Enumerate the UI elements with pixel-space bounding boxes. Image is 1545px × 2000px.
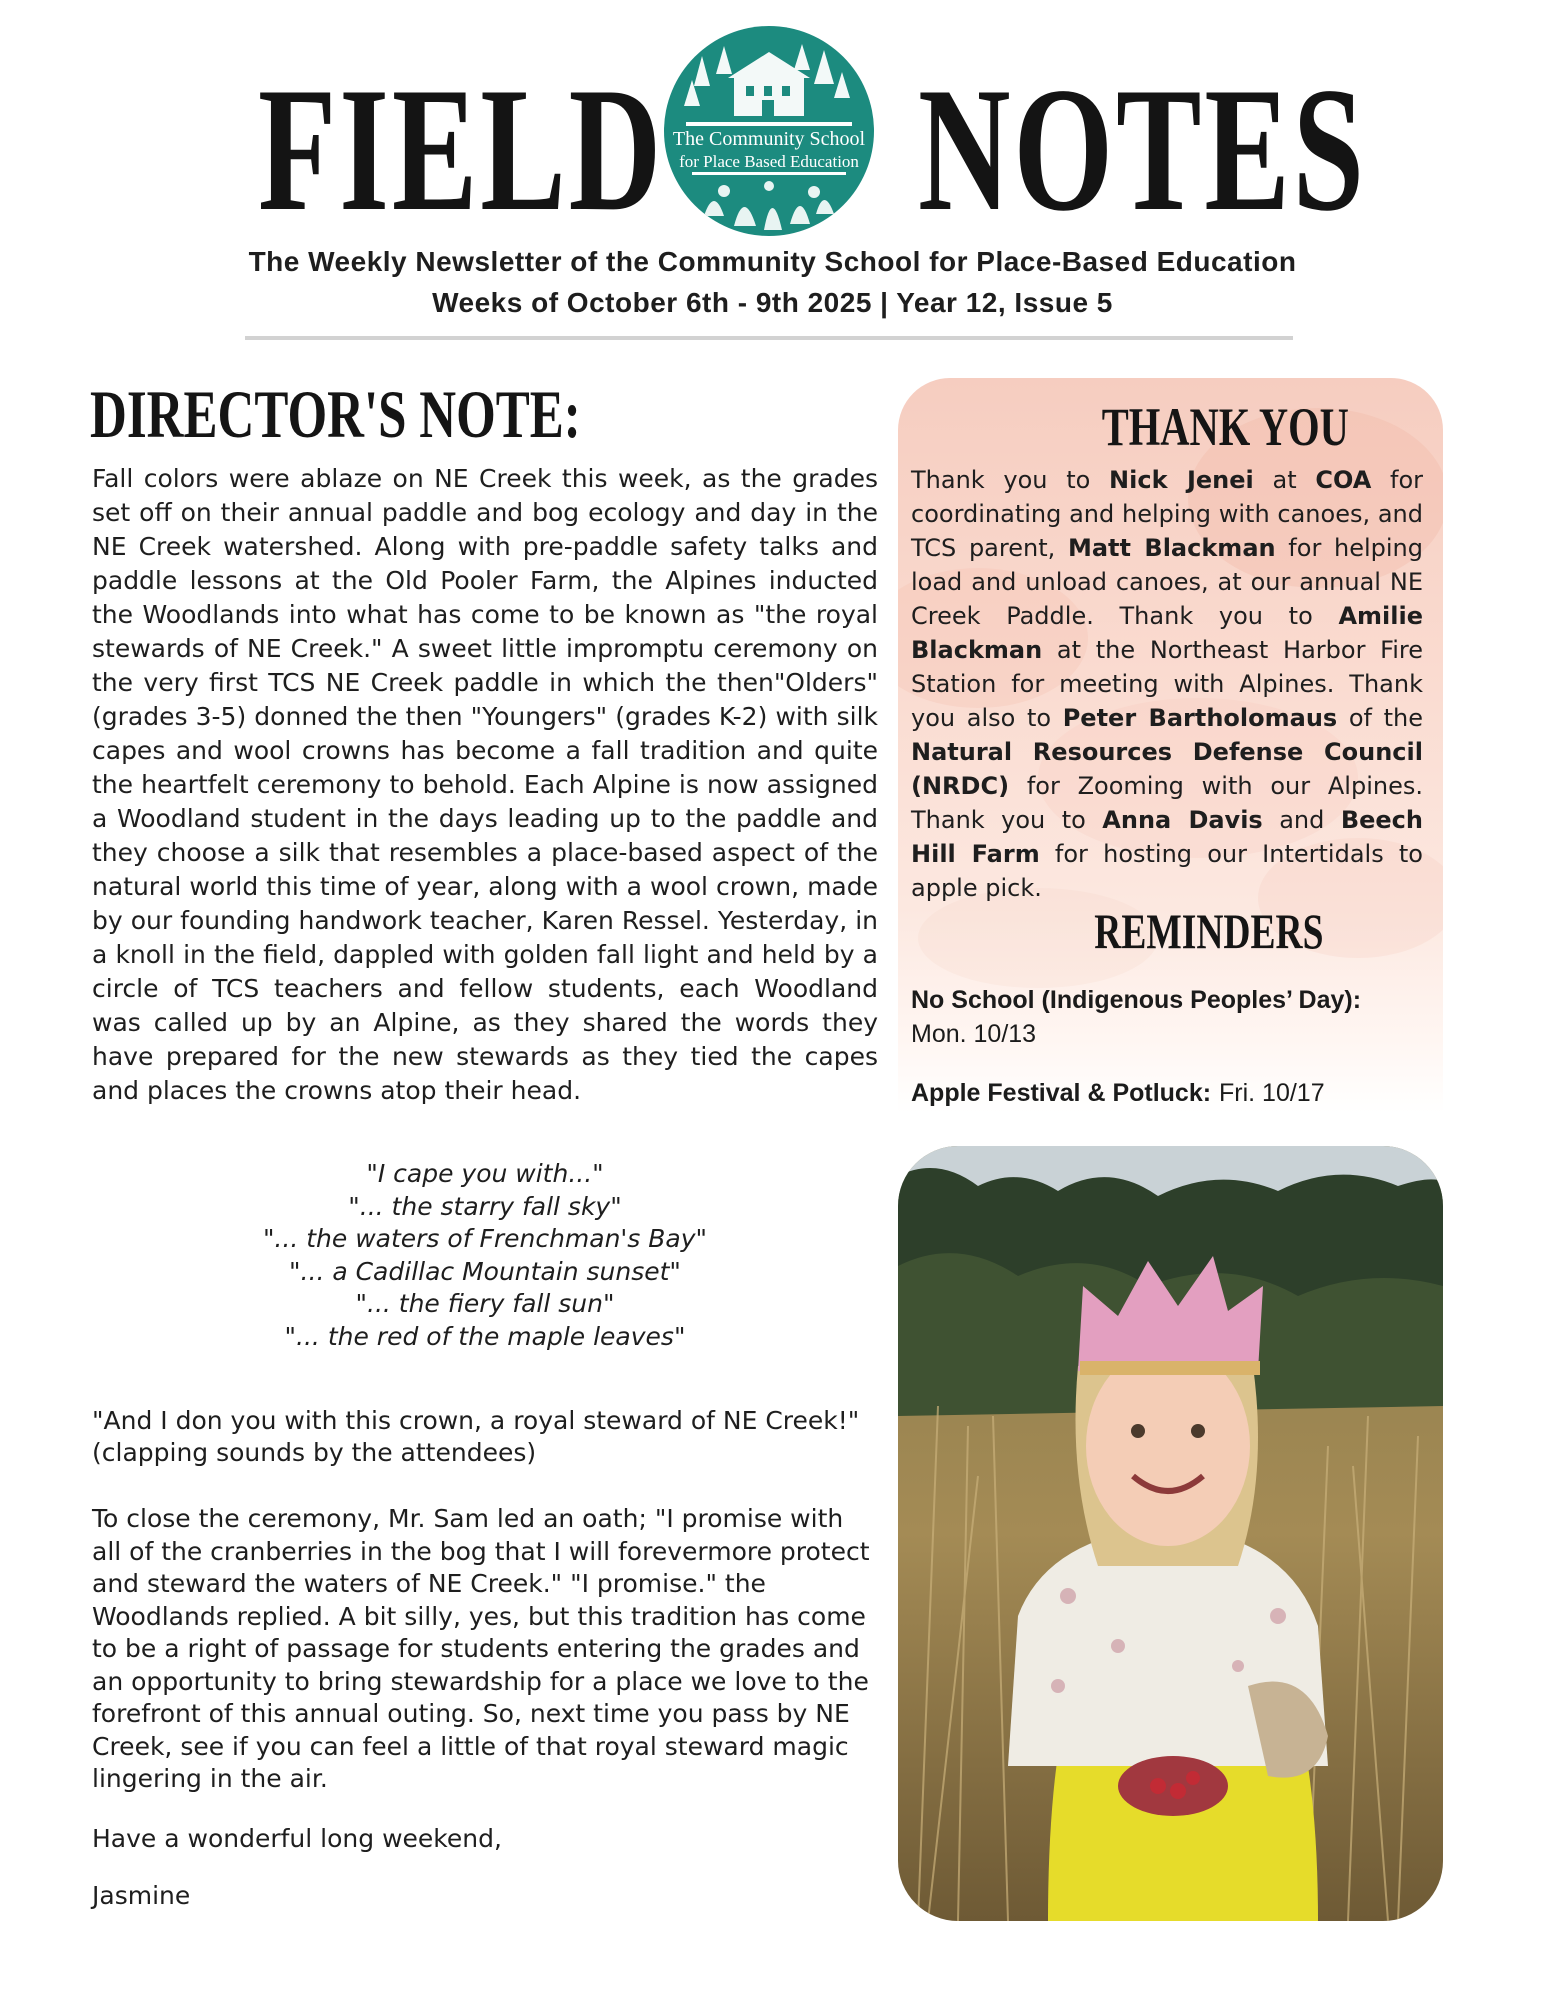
thanks-text: at the Northeast Harbor Fire Station for meeting with Alpines. Thank you also to	[911, 636, 1423, 732]
quote-line: "I cape you with..."	[366, 1159, 604, 1188]
school-logo	[664, 26, 874, 236]
reminder-date: Fri. 10/17	[1219, 1079, 1325, 1107]
thanks-name: Matt Blackman	[1067, 534, 1276, 562]
quote-line: "... the fiery fall sun"	[355, 1289, 615, 1318]
newsletter-subtitle: The Weekly Newsletter of the Community School for Place-Based Education	[248, 246, 1297, 277]
directors-note-signature: Jasmine	[92, 1881, 191, 1910]
thank-you-paragraph	[911, 463, 1423, 905]
ceremony-quote	[92, 1158, 878, 1353]
directors-note-closing: Have a wonderful long weekend,	[92, 1824, 502, 1853]
thanks-name: Beech Hill Farm	[911, 806, 1423, 868]
quote-line: "... a Cadillac Mountain sunset"	[289, 1256, 681, 1286]
thanks-text: for coordinating and helping with canoes, and TCS parent,	[911, 466, 1424, 562]
reminder-label: No School (Indigenous Peoples’ Day):	[911, 986, 1362, 1014]
directors-note-paragraph-2: "And I don you with this crown, a royal steward of NE Creek!" (clapping sounds by the attendees)	[92, 1406, 860, 1467]
thanks-name: Natural Resources Defense Council (NRDC)	[911, 738, 1423, 800]
thanks-text: for helping load and unload canoes, at our annual NE Creek Paddle. Thank you to	[911, 534, 1424, 630]
thanks-name: Amilie Blackman	[911, 602, 1423, 664]
thanks-text: at	[1253, 466, 1316, 494]
quote-line: "... the waters of Frenchman's Bay"	[262, 1224, 708, 1253]
masthead-title-notes: NOTES	[918, 50, 1367, 248]
child-in-field-photo	[898, 1146, 1443, 1921]
logo-text-line1: The Community School	[672, 128, 866, 150]
reminder-item	[911, 983, 1431, 1051]
reminder-label: Apple Festival & Potluck:	[911, 1079, 1212, 1107]
reminders-heading: REMINDERS	[1094, 903, 1324, 959]
thanks-name: Anna Davis	[1102, 806, 1263, 834]
thanks-name: Peter Bartholomaus	[1062, 704, 1338, 732]
reminder-date: Mon. 10/13	[911, 1020, 1037, 1048]
quote-line: "... the red of the maple leaves"	[284, 1321, 686, 1351]
student-photo	[898, 1146, 1443, 1921]
thanks-text: Thank you to	[911, 466, 1110, 494]
thanks-text: for Zooming with our Alpines. Thank you to	[911, 772, 1423, 834]
quote-line: "... the starry fall sky"	[348, 1191, 622, 1221]
thank-you-heading: THANK YOU	[1101, 397, 1349, 457]
directors-note-paragraph-1: Fall colors were ablaze on NE Creek this week, as the grades set off on their annual paddle and bog ecology and day in the NE Creek watershed. Along with pre-paddle safety talks and paddle lessons at the Old Pooler Farm, the Alpines inducted the Woodlands into what has come to be known as "the royal stewards of NE Creek." A sweet little impromptu ceremony on the very first TCS NE Creek paddle in which the then"Olders" (grades 3-5) donned the then "Youngers" (grades K-2) with silk capes and wool crowns has become a fall tradition and quite the heartfelt ceremony to behold. Each Alpine is now assigned a Woodland student in the days leading up to the paddle and they choose a silk that resembles a place-based aspect of the natural world this time of year, along with a wool crown, made by our founding handwork teacher, Karen Ressel. Yesterday, in a knoll in the field, dappled with golden fall light and held by a circle of TCS teachers and fellow students, each Woodland was called up by an Alpine, as they shared the words they have prepared for the new stewards as they tied the capes and places the crowns atop their head.	[92, 464, 878, 1105]
thanks-name: Nick Jenei	[1109, 466, 1254, 494]
logo-text-line2: for Place Based Education	[679, 152, 859, 171]
directors-note-heading: DIRECTOR'S NOTE:	[90, 376, 581, 452]
thanks-text: for hosting our Intertidals to apple pick.	[911, 840, 1423, 902]
header-divider	[245, 336, 1293, 340]
masthead-title-field: FIELD	[258, 50, 665, 248]
reminder-item	[911, 1076, 1431, 1110]
thanks-text: and	[1262, 806, 1341, 834]
directors-note-paragraph-3: To close the ceremony, Mr. Sam led an oath; "I promise with all of the cranberries in the bog that I will forevermore protect and steward the waters of NE Creek." "I promise." the Woodlands replied. A bit silly, yes, but this tradition has come to be a right of passage for students entering the grades and an opportunity to bring stewardship for a place we love to the forefront of this annual outing. So, next time you pass by NE Creek, see if you can feel a little of that royal steward magic lingering in the air.	[92, 1504, 870, 1793]
thanks-text: of the	[1337, 704, 1424, 732]
issue-line: Weeks of October 6th - 9th 2025 | Year 12, Issue 5	[432, 287, 1113, 318]
thanks-name: COA	[1315, 466, 1372, 494]
